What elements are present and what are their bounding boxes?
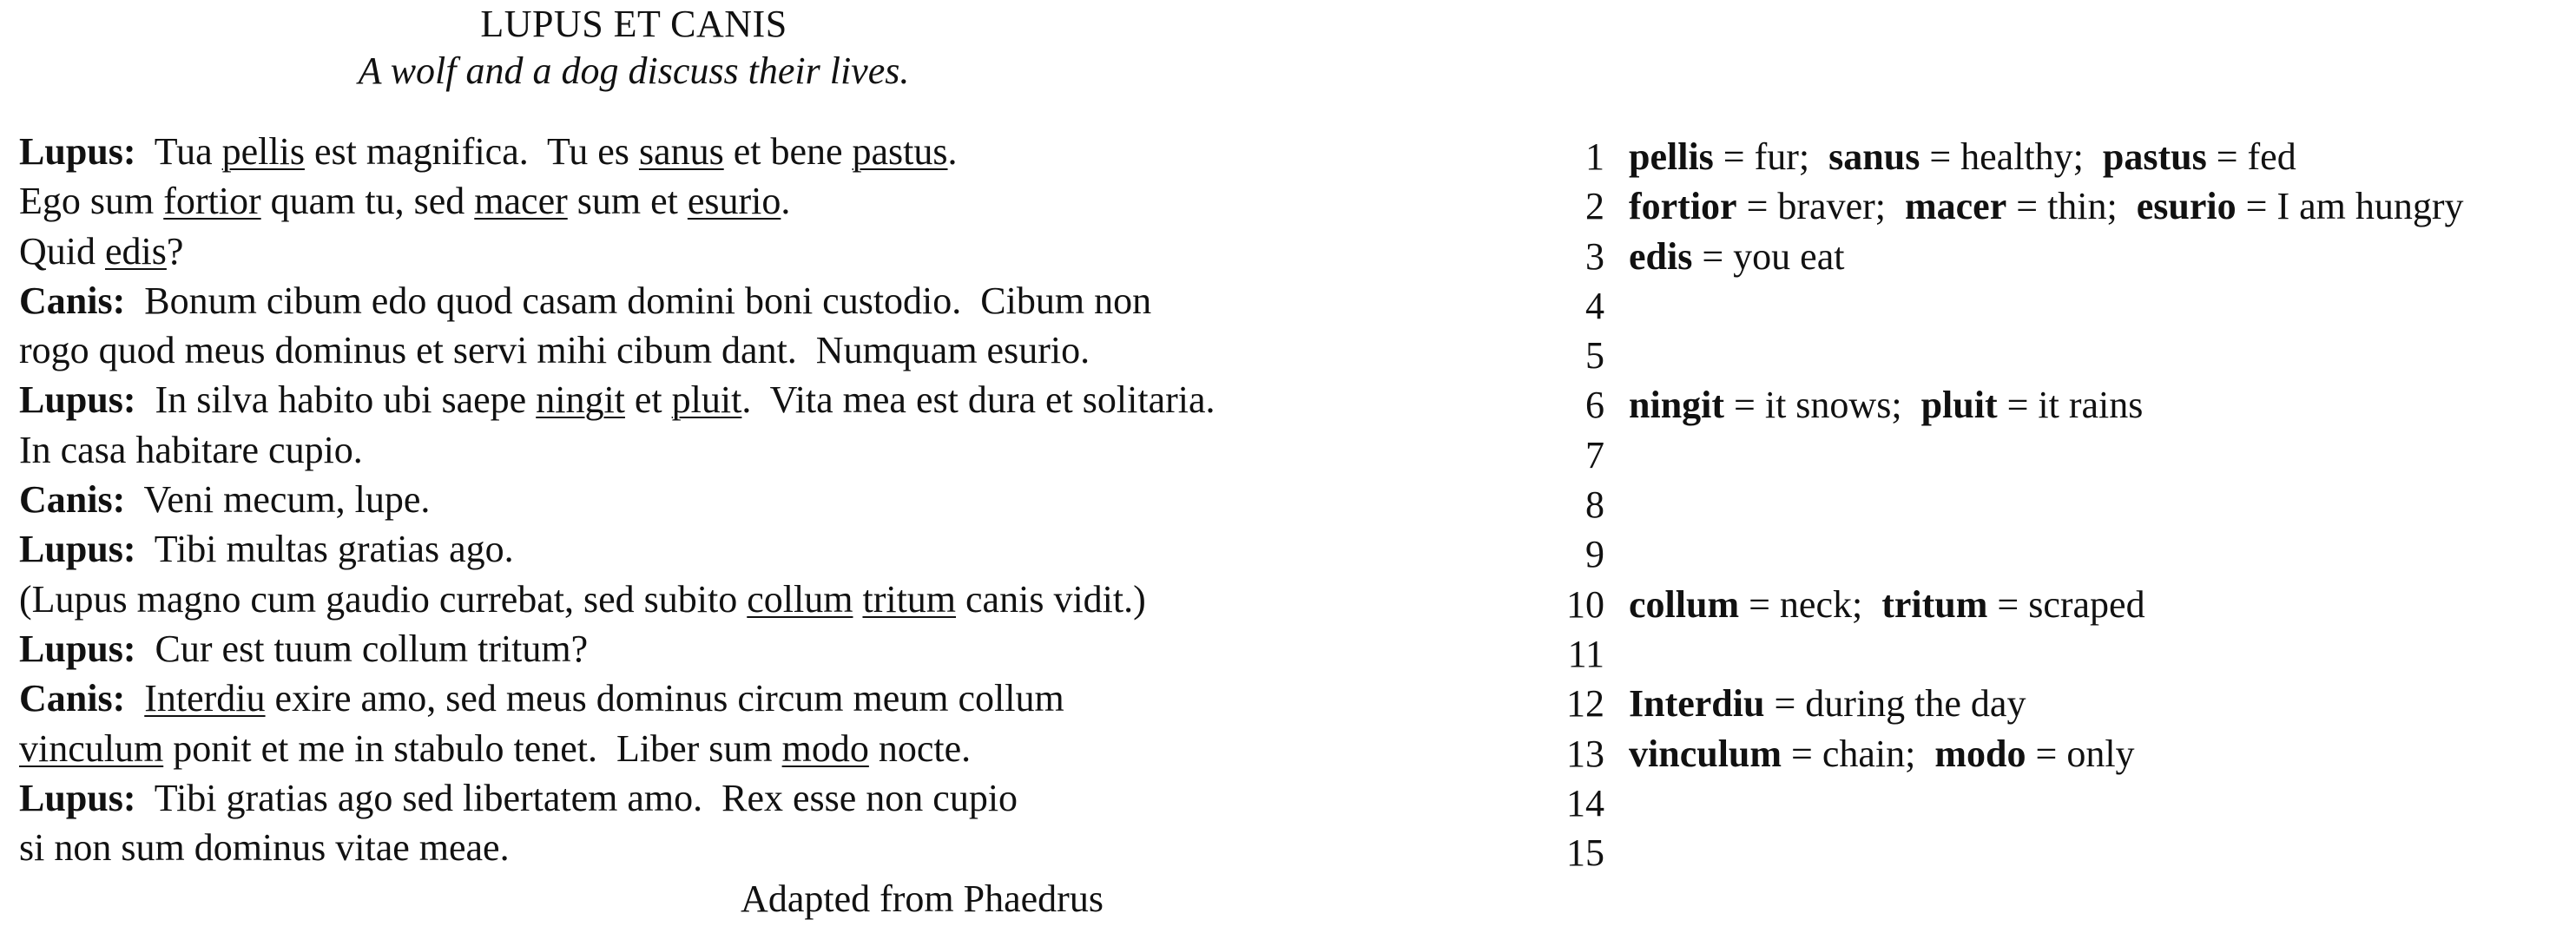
passage-text: Cur est tuum collum tritum? (135, 627, 589, 670)
gloss-line (1629, 331, 2566, 380)
vocabulary-glosses (1629, 132, 2566, 877)
passage-line (19, 425, 1443, 475)
passage-text: Tibi gratias ago sed libertatem amo. Rex esse non cupio (135, 776, 1018, 819)
passage-line (19, 127, 1443, 176)
gloss-definition: = during the day (1774, 682, 2026, 726)
gloss-term: pastus (2102, 135, 2207, 178)
latin-passage (19, 127, 1443, 872)
passage-text: ponit et me in stabulo tenet. Liber sum (163, 726, 782, 770)
glossed-word: ningit (536, 378, 625, 422)
passage-text: Ego sum (19, 180, 164, 223)
passage-text: . Vita mea est dura et solitaria. (741, 378, 1216, 422)
gloss-term: macer (1905, 185, 2007, 228)
gloss-line (1629, 729, 2566, 779)
glossed-word: pellis (221, 130, 305, 173)
gloss-term: modo (1934, 732, 2026, 775)
glossed-word: pluit (671, 378, 742, 422)
passage-text: Tibi multas gratias ago. (135, 528, 514, 571)
passage-text: Veni mecum, lupe. (125, 478, 431, 522)
gloss-term: esurio (2136, 185, 2237, 228)
gloss-line (1629, 580, 2566, 629)
gloss-definition: = you eat (1702, 234, 1845, 278)
line-number: 3 (1585, 234, 1604, 278)
line-numbers (1535, 132, 1604, 877)
line-number: 8 (1585, 483, 1604, 527)
speaker-label: Canis: (19, 478, 126, 522)
passage-text: sum et (567, 180, 688, 223)
gloss-line (1629, 679, 2566, 728)
gloss-term: ningit (1629, 384, 1725, 427)
passage-text: quam tu, sed (260, 180, 475, 223)
passage-text: In casa habitare cupio. (19, 428, 363, 471)
gloss-line (1629, 380, 2566, 430)
gloss-definition: = chain; (1791, 732, 1916, 775)
gloss-term: edis (1629, 234, 1693, 278)
line-number: 1 (1585, 135, 1604, 178)
gloss-term: fortior (1629, 185, 1737, 228)
line-number: 4 (1585, 284, 1604, 327)
glossed-word: sanus (638, 130, 724, 173)
glossed-word: fortior (163, 180, 261, 223)
gloss-definition: = I am hungry (2245, 185, 2464, 228)
speaker-label: Lupus: (19, 528, 136, 571)
gloss-line (1629, 779, 2566, 828)
passage-text: et bene (723, 130, 853, 173)
line-number: 2 (1585, 185, 1604, 228)
glossed-word: pastus (852, 130, 948, 173)
line-number: 13 (1566, 732, 1604, 775)
speaker-label: Lupus: (19, 130, 136, 173)
glossed-word: vinculum (19, 726, 164, 770)
page-subtitle: A wolf and a dog discuss their lives. (358, 49, 910, 92)
speaker-label: Lupus: (19, 627, 136, 670)
passage-text: Bonum cibum edo quod casam domini boni custodio. Cibum non (125, 279, 1152, 322)
gloss-line (1629, 828, 2566, 877)
gloss-definition: = braver; (1746, 185, 1886, 228)
passage-text: . (947, 130, 958, 173)
line-number: 12 (1566, 682, 1604, 726)
passage-text: exire amo, sed meus dominus circum meum collum (265, 677, 1064, 720)
passage-line (19, 823, 1443, 872)
passage-line (19, 524, 1443, 574)
line-number: 7 (1585, 433, 1604, 476)
gloss-line (1629, 629, 2566, 679)
passage-text: nocte. (868, 726, 972, 770)
passage-text (853, 578, 862, 621)
passage-text: et (624, 378, 672, 422)
passage-text: rogo quod meus dominus et servi mihi cibum dant. Numquam esurio. (19, 329, 1090, 372)
gloss-line (1629, 430, 2566, 480)
speaker-label: Lupus: (19, 378, 136, 422)
gloss-line (1629, 281, 2566, 331)
passage-text: ? (166, 229, 184, 273)
glossed-word: tritum (862, 577, 957, 621)
passage-text: Tua (135, 130, 222, 173)
passage-line (19, 624, 1443, 673)
gloss-definition: = thin; (2016, 185, 2118, 228)
passage-line (19, 575, 1443, 624)
gloss-line (1629, 181, 2566, 231)
passage-text: Quid (19, 229, 105, 273)
gloss-definition: = only (2035, 732, 2135, 775)
gloss-term: pellis (1629, 135, 1714, 178)
passage-text: est magnifica. Tu es (304, 130, 639, 173)
passage-line (19, 227, 1443, 276)
passage-line (19, 375, 1443, 424)
passage-text: si non sum dominus vitae meae. (19, 826, 510, 870)
passage-line (19, 475, 1443, 524)
passage-line (19, 325, 1443, 375)
gloss-definition: = fed (2216, 135, 2296, 178)
glossed-word: collum (747, 577, 853, 621)
glossed-word: edis (105, 229, 167, 273)
passage-text: canis vidit.) (956, 577, 1146, 621)
gloss-line (1629, 232, 2566, 281)
glossed-word: esurio (687, 180, 781, 223)
speaker-label: Canis: (19, 677, 126, 720)
passage-text: (Lupus magno cum gaudio currebat, sed subito (19, 577, 748, 621)
passage-line (19, 773, 1443, 823)
gloss-definition: = scraped (1997, 582, 2145, 626)
line-number: 14 (1566, 781, 1604, 825)
glossed-word: modo (781, 726, 869, 770)
gloss-definition: = fur; (1723, 135, 1810, 178)
gloss-term: Interdiu (1629, 682, 1765, 726)
gloss-line (1629, 132, 2566, 181)
attribution: Adapted from Phaedrus (741, 877, 1104, 920)
passage-line (19, 724, 1443, 773)
gloss-definition: = healthy; (1929, 135, 2084, 178)
speaker-label: Canis: (19, 279, 126, 322)
passage-text: In silva habito ubi saepe (135, 378, 537, 422)
passage-line (19, 176, 1443, 226)
gloss-term: collum (1629, 582, 1740, 626)
line-number: 15 (1566, 831, 1604, 875)
gloss-term: sanus (1828, 135, 1920, 178)
gloss-line (1629, 529, 2566, 579)
passage-text: . (781, 180, 791, 223)
gloss-term: tritum (1881, 582, 1988, 626)
gloss-definition: = it snows; (1734, 384, 1902, 427)
gloss-line (1629, 480, 2566, 529)
gloss-definition: = neck; (1749, 582, 1863, 626)
passage-line (19, 276, 1443, 325)
gloss-term: pluit (1920, 384, 1998, 427)
passage-line (19, 673, 1443, 723)
line-number: 9 (1585, 533, 1604, 576)
passage-text (125, 677, 144, 719)
line-number: 11 (1567, 632, 1604, 675)
page-title: LUPUS ET CANIS (480, 3, 787, 45)
speaker-label: Lupus: (19, 776, 136, 819)
line-number: 6 (1585, 384, 1604, 427)
glossed-word: Interdiu (144, 677, 266, 720)
glossed-word: macer (474, 180, 568, 223)
gloss-definition: = it rains (2006, 384, 2144, 427)
line-number: 5 (1585, 334, 1604, 378)
line-number: 10 (1566, 582, 1604, 626)
gloss-term: vinculum (1629, 732, 1782, 775)
